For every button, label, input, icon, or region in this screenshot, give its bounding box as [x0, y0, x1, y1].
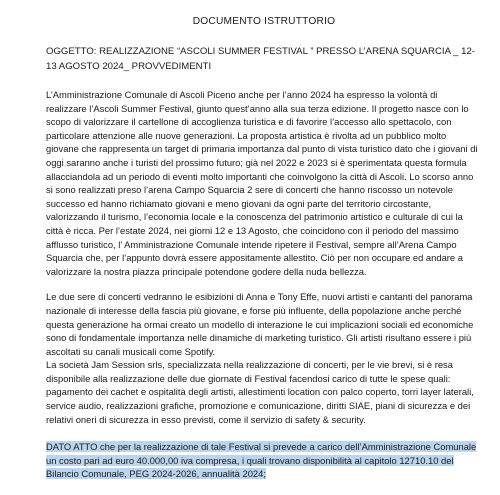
- document-subject: OGGETTO: REALIZZAZIONE “ASCOLI SUMMER FESTIVAL ” PRESSO L’ARENA SQUARCIA _ 12-13 AGOSTO 2024_ PROVVEDIMENTI: [46, 46, 475, 72]
- paragraph-intro: L’Amministrazione Comunale di Ascoli Piceno anche per l’anno 2024 ha espresso la volontà di realizzare l’Ascoli Summer Festival, giunto quest’anno alla sua terza edizione. Il progetto nasce con lo scopo di valorizzare il cartellone di accoglienza turistica e di favorire l’accesso allo spettacolo, con particolare attenzione alle nuove generazioni. La proposta artistica è rivolta ad un pubblico molto giovane che rappresenta un target di primaria importanza dal punto di vista turistico dato che i giovani di oggi saranno anche i turisti del prossimo futuro; già nel 2022 e 2023 si è sperimentata questa formula allacciandola ad un periodo di eventi molto importanti che coinvolgono la città di Ascoli. Lo scorso anno si sono realizzati preso l’arena Campo Squarcia 2 sere di concerti che hanno riscosso un notevole successo ed hanno richiamato giovani e meno giovani da ogni parte del territorio circostante, valorizzando il turismo, l’economia locale e la conoscenza del patrimonio artistico e culturale di cui la città è ricca. Per l’estate 2024, nei giorni 12 e 13 Agosto, che coincidono con il periodo del massimo afflusso turistico, l’ Amministrazione Comunale intende ripetere il Festival, sempre all’Arena Campo Squarcia che, per l’appunto dovrà essere appositamente allestito. Ciò per non occupare ed andare a valorizzare la nostra piazza principale potendone godere della nuda bellezza.: [46, 89, 478, 277]
- paragraph-artists: Le due sere di concerti vedranno le esibizioni di Anna e Tony Effe, nuovi artisti e cantanti del panorama nazionale di interesse della fascia più giovane, e forse più influente, della popolazione anche perché questa generazione ha ormai creato un modello di interazione le cui implicazioni sociali ed economiche sono di fondamentale importanza nelle dinamiche di marketing turistico. Gli artisti risultano essere i più ascoltati su canali musicali come Spotify.: [46, 291, 474, 357]
- paragraph-organizer: La società Jam Session srls, specializzata nella realizzazione di concerti, per le vie brevi, si è resa disponibile alla realizzazione delle due giornate di Festival facendosi carico di tutte le spese quali: pagamento dei cachet e ospitalità degli artisti, allestimenti location con palco coperto, torri layer laterali, service audio, realizzazioni grafiche, promozione e comunicazione, diritti SIAE, piani di sicurezza e dei relativi oneri di sicurezza in esso previsti, come il servizio di safety & security.: [46, 359, 474, 425]
- document-title: DOCUMENTO ISTRUTTORIO: [192, 16, 336, 27]
- paragraph-dato-atto[interactable]: [46, 440, 478, 481]
- selected-text[interactable]: DATO ATTO che per la realizzazione di tale Festival si prevede a carico dell’Amministrazione Comunale un costo pari ad euro 40.000,00 iva compresa, i quali trovano disponibilità al capitolo 12710.10 del Bilancio Comunale, PEG 2024-2026, annualità 2024;: [46, 441, 477, 480]
